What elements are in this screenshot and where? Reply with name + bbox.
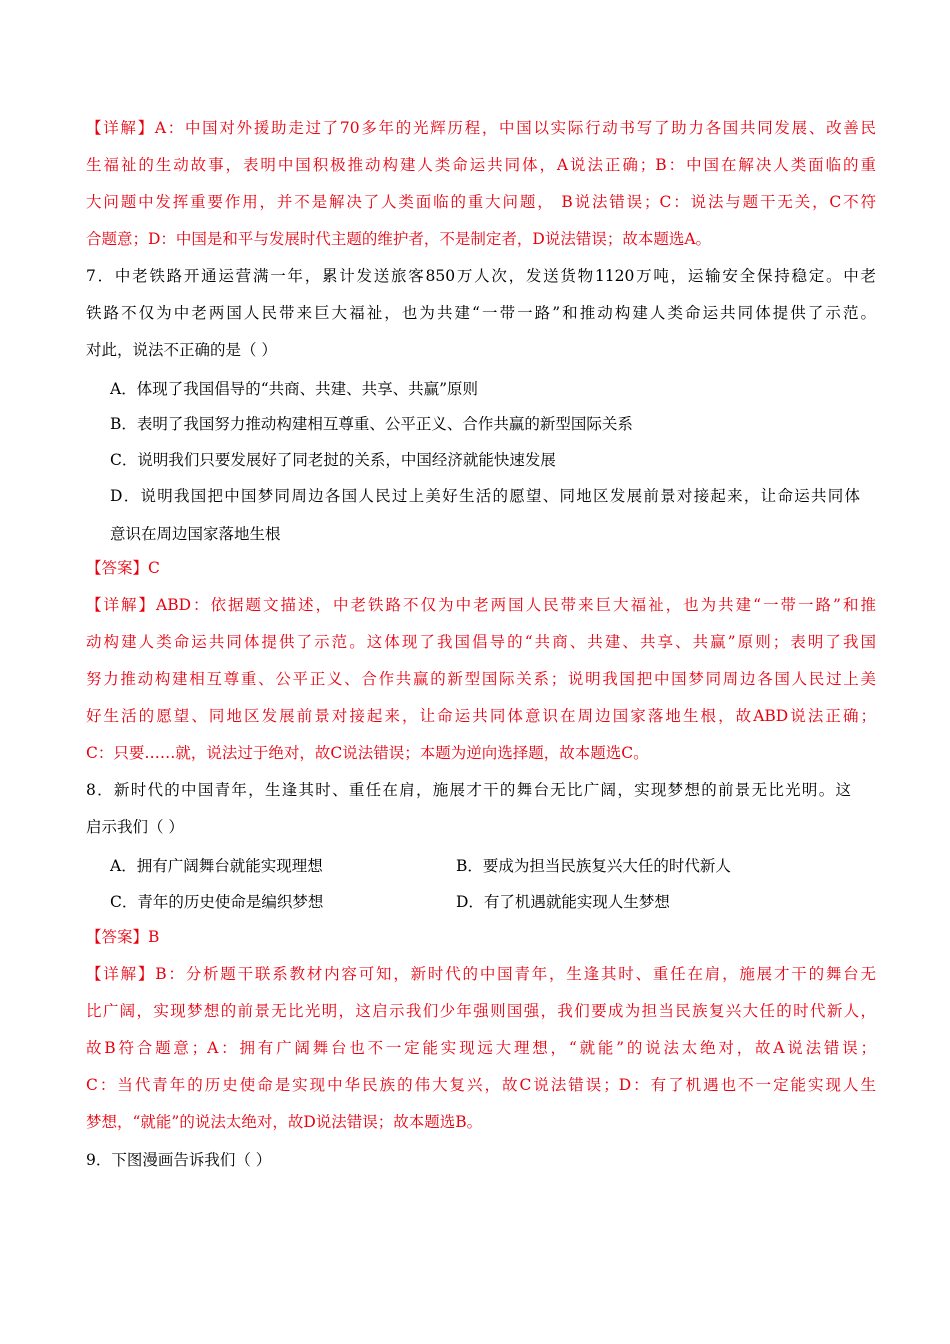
q7-stem-line: 铁路不仅为中老两国人民带来巨大福祉，也为共建“一带一路”和推动构建人类命运共同体提供了示范。 — [86, 304, 876, 322]
q8-explain-line: 故B符合题意；A：拥有广阔舞台也不一定能实现远大理想，“就能”的说法太绝对，故A说法错误； — [86, 1039, 876, 1057]
q8-explain-line: 梦想，“就能”的说法太绝对，故D说法错误；故本题选B。 — [86, 1113, 483, 1131]
q7-stem-line: 对此，说法不正确的是（ ） — [86, 341, 277, 359]
q8-answer: 【答案】B — [86, 928, 160, 946]
q9-stem: 9．下图漫画告诉我们（ ） — [86, 1151, 272, 1169]
q7-option-c: C．说明我们只要发展好了同老挝的关系，中国经济就能快速发展 — [110, 451, 556, 469]
q8-explain-line: 比广阔，实现梦想的前景无比光明，这启示我们少年强则国强，我们要成为担当民族复兴大任的时代新人， — [86, 1002, 876, 1020]
q7-answer: 【答案】C — [86, 559, 160, 577]
q8-option-b: B．要成为担当民族复兴大任的时代新人 — [456, 857, 731, 875]
q7-option-d-line: D．说明我国把中国梦同周边各国人民过上美好生活的愿望、同地区发展前景对接起来，让命运共同体 — [110, 487, 860, 505]
q6-explain-line: 【详解】A：中国对外援助走过了70多年的光辉历程，中国以实际行动书写了助力各国共同发展、改善民 — [86, 119, 876, 137]
q8-option-a: A．拥有广阔舞台就能实现理想 — [110, 857, 323, 875]
q8-option-c: C．青年的历史使命是编织梦想 — [110, 893, 324, 911]
q8-stem-line: 8．新时代的中国青年，生逢其时、重任在肩，施展才干的舞台无比广阔，实现梦想的前景无比光明。这 — [86, 781, 851, 799]
q6-explain-line: 合题意；D：中国是和平与发展时代主题的维护者，不是制定者，D说法错误；故本题选A。 — [86, 230, 712, 248]
q7-stem-line: 7．中老铁路开通运营满一年，累计发送旅客850万人次，发送货物1120万吨，运输安全保持稳定。中老 — [86, 267, 876, 285]
q6-explain-line: 大问题中发挥重要作用，并不是解决了人类面临的重大问题， B说法错误；C：说法与题干无关，C不符 — [86, 193, 876, 211]
q7-explain-line: 努力推动构建相互尊重、公平正义、合作共赢的新型国际关系；说明我国把中国梦同周边各国人民过上美 — [86, 670, 876, 688]
q8-stem-line: 启示我们（ ） — [86, 818, 184, 836]
q7-explain-line: 动构建人类命运共同体提供了示范。这体现了我国倡导的“共商、共建、共享、共赢”原则；表明了我国 — [86, 633, 876, 651]
q6-explain-line: 生福祉的生动故事，表明中国积极推动构建人类命运共同体，A说法正确；B：中国在解决人类面临的重 — [86, 156, 876, 174]
q7-explain-line: C：只要……就，说法过于绝对，故C说法错误；本题为逆向选择题，故本题选C。 — [86, 744, 649, 762]
q8-option-d: D．有了机遇就能实现人生梦想 — [456, 893, 670, 911]
q7-explain-line: 好生活的愿望、同地区发展前景对接起来，让命运共同体意识在周边国家落地生根，故ABD说法正确； — [86, 707, 876, 725]
q8-explain-line: 【详解】B：分析题干联系教材内容可知，新时代的中国青年，生逢其时、重任在肩，施展才干的舞台无 — [86, 965, 876, 983]
q8-explain-line: C：当代青年的历史使命是实现中华民族的伟大复兴，故C说法错误；D：有了机遇也不一定能实现人生 — [86, 1076, 876, 1094]
q7-option-d-line: 意识在周边国家落地生根 — [110, 525, 281, 543]
q7-option-b: B．表明了我国努力推动构建相互尊重、公平正义、合作共赢的新型国际关系 — [110, 415, 633, 433]
q7-explain-line: 【详解】ABD：依据题文描述，中老铁路不仅为中老两国人民带来巨大福祉，也为共建“一带一路”和推 — [86, 596, 876, 614]
q7-option-a: A．体现了我国倡导的“共商、共建、共享、共赢”原则 — [110, 380, 479, 398]
